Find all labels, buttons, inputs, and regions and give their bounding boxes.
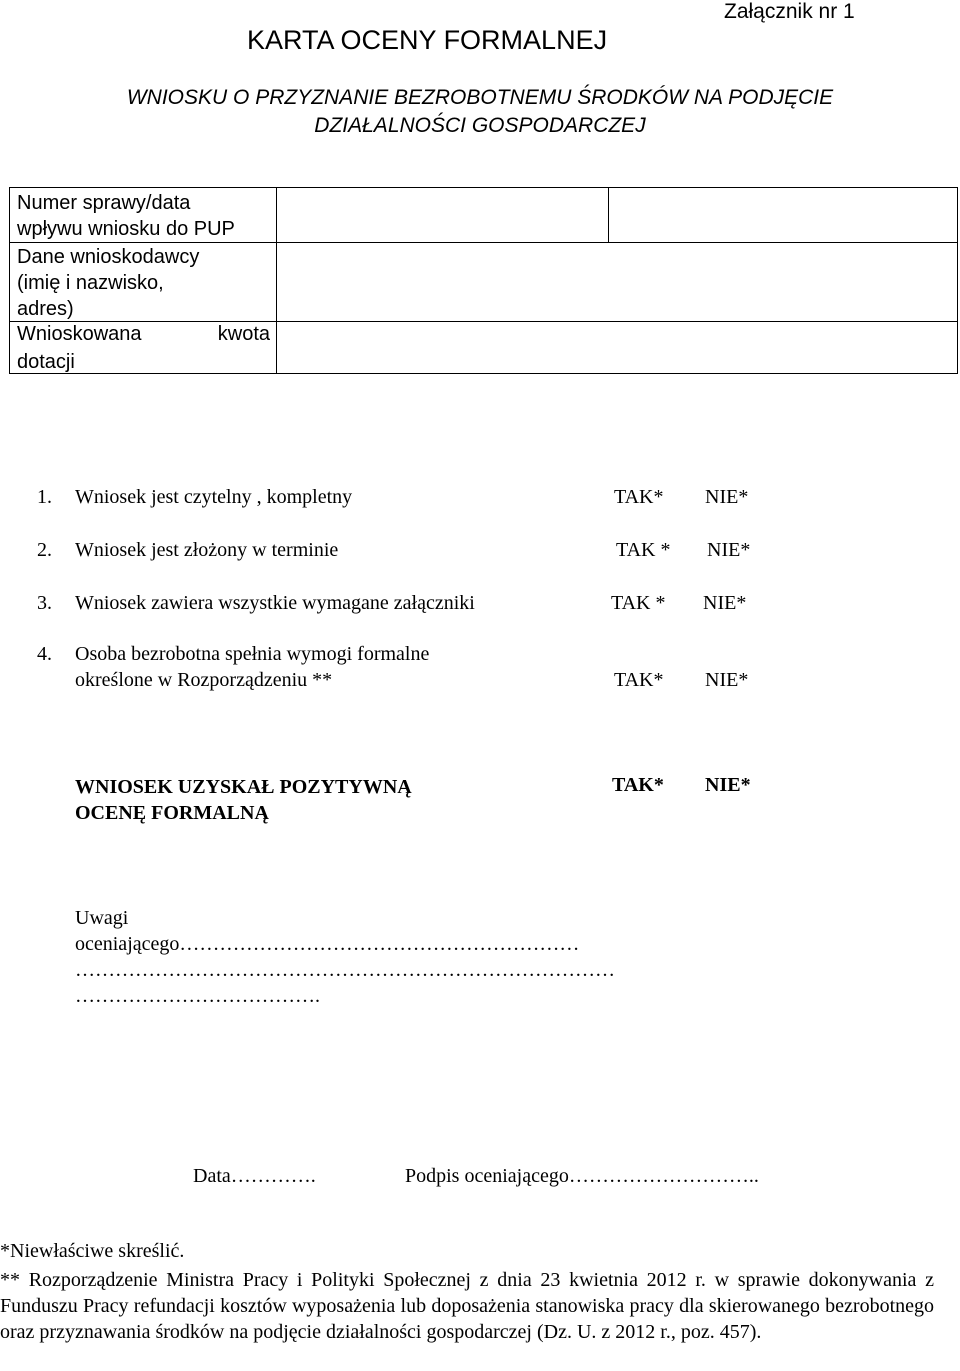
subtitle-line-2: DZIAŁALNOŚCI GOSPODARCZEJ [314,114,646,137]
criterion-text-line-2: określone w Rozporządzeniu ** [75,669,333,691]
case-number-field[interactable] [277,188,957,242]
verdict-line-1: WNIOSEK UZYSKAŁ POZYTYWNĄ [75,776,412,798]
criterion-text: Wniosek zawiera wszystkie wymagane załączniki [75,592,475,614]
applicant-data-label [17,244,272,322]
case-number-label-line-1: Numer sprawy/data [17,192,191,214]
remarks-dotted-line-4[interactable]: ………………………………. [75,985,320,1007]
applicant-data-label-line-1: Dane wnioskodawcy [17,246,200,268]
requested-amount-word-1: Wnioskowana [17,323,142,345]
criterion-yes-option[interactable]: TAK* [614,486,664,508]
criterion-yes-option[interactable]: TAK * [616,539,671,561]
footnote-strike-out: *Niewłaściwe skreślić. [0,1240,185,1262]
criterion-no-option[interactable]: NIE* [703,592,747,614]
annex-label: Załącznik nr 1 [724,0,855,23]
criterion-no-option[interactable]: NIE* [705,669,749,691]
criterion-yes-option[interactable]: TAK* [614,669,664,691]
criterion-number: 1. [37,486,52,508]
remarks-dotted-line-3[interactable]: ……………………………………………………………………… [75,959,615,981]
criterion-number: 3. [37,592,52,614]
applicant-data-field[interactable] [277,243,957,321]
criterion-text: Wniosek jest czytelny , kompletny [75,486,353,508]
verdict-block [75,774,412,826]
criterion-no-option[interactable]: NIE* [705,486,749,508]
case-number-label-line-2: wpływu wniosku do PUP [17,218,235,240]
table-row-divider [10,321,276,322]
verdict-no-option[interactable]: NIE* [705,774,751,796]
criterion-yes-option[interactable]: TAK * [611,592,666,614]
requested-amount-word-2: kwota [217,323,270,345]
form-table-labels [9,187,277,374]
date-field[interactable]: Data…………. [193,1165,316,1187]
signature-field[interactable]: Podpis oceniającego……………………….. [405,1165,759,1187]
criterion-number: 2. [37,539,52,561]
criterion-text: Wniosek jest złożony w terminie [75,539,339,561]
subtitle-line-1: WNIOSKU O PRZYZNANIE BEZROBOTNEMU ŚRODKÓW NA PODJĘCIE [126,86,834,109]
remarks-label-line-2[interactable]: oceniającego…………………………………………………… [75,933,580,955]
page-subtitle [0,84,960,140]
remarks-block [75,905,615,1009]
table-row-divider [10,242,276,243]
criterion-no-option[interactable]: NIE* [707,539,751,561]
applicant-data-label-line-3: adres) [17,298,74,320]
footnote-regulation: ** Rozporządzenie Ministra Pracy i Polityki Społecznej z dnia 23 kwietnia 2012 r. w sprawie dokonywania z Funduszu Pracy refundacji kosztów wyposażenia lub doposażenia stanowiska pracy dla skierowanego bezrobotnego oraz przyznawania środków na podjęcie działalności gospodarczej (Dz. U. z 2012 r., poz. 457). [0,1269,934,1343]
requested-amount-label-line-2: dotacji [17,351,75,373]
applicant-data-label-line-2: (imię i nazwisko, [17,272,164,294]
verdict-line-2: OCENĘ FORMALNĄ [75,802,269,824]
criterion-text-line-1: Osoba bezrobotna spełnia wymogi formalne [75,643,430,665]
case-number-label [17,190,272,242]
verdict-yes-option[interactable]: TAK* [612,774,664,796]
criterion-number: 4. [37,643,52,665]
remarks-label-line-1: Uwagi [75,907,129,929]
form-table-values [276,187,958,374]
page-title: KARTA OCENY FORMALNEJ [247,25,608,55]
requested-amount-label [17,323,270,346]
requested-amount-field[interactable] [277,322,957,374]
